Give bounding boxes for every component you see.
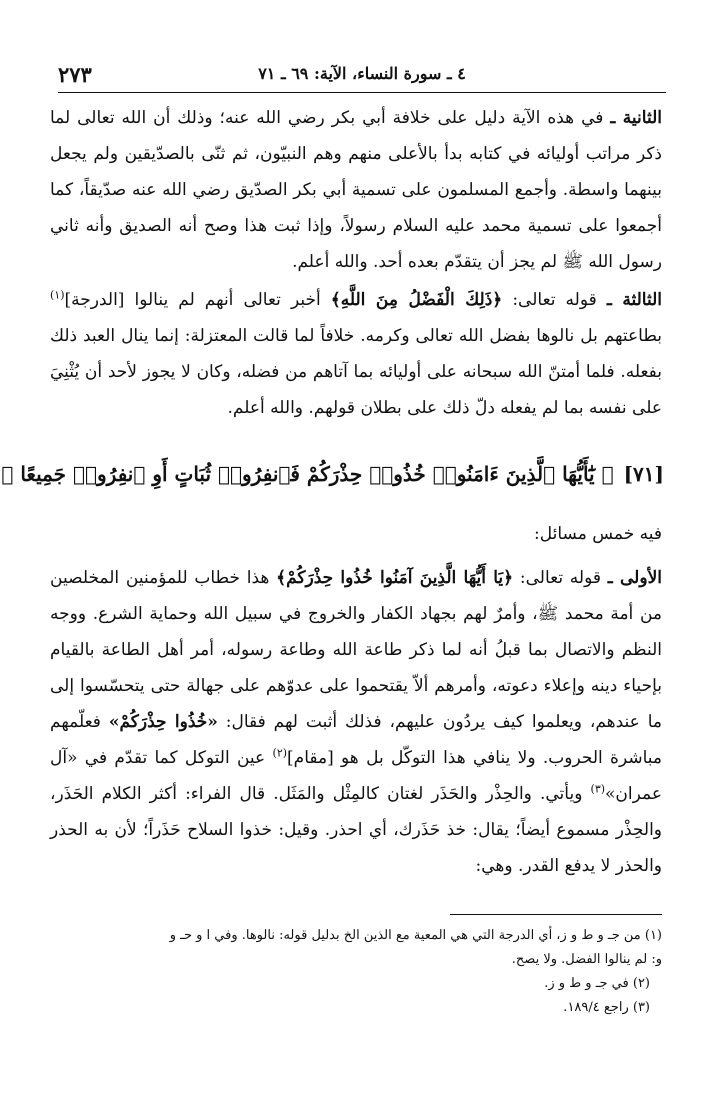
- footnote: (٣) راجع ١٨٩/٤.: [563, 1000, 650, 1015]
- paragraph-first-issue: [50, 560, 662, 884]
- paragraph-text: أخبر تعالى أنهم لم ينالوا [الدرجة]: [64, 290, 331, 310]
- quran-quote: «خُذُوا حِذْرَكُمْ»: [108, 712, 218, 732]
- paragraph-text: بطاعتهم بل نالوها بفضل الله تعالى وكرمه. خلافاً لما قالت المعتزلة: إنما ينال العبد ذلك بفعله. فلما أمتنّ الله سبحانه على أوليائه بما آتاهم من فضله، وكان لا يجوز لأحد أن يُثْنِيَ على نفسه بما لم يفعله دلّ ذلك على بطلان قولهم. والله أعلم.: [50, 326, 662, 418]
- page-header: [58, 60, 666, 93]
- footnote-ref: (١): [50, 288, 65, 302]
- paragraph-third-issue: [50, 282, 662, 426]
- footnote: (٢) في جـ و ط و ز.: [544, 976, 650, 991]
- issue-heading: الثالثة ـ: [606, 290, 662, 310]
- footnotes: [50, 924, 662, 1020]
- verse-line: [1, 462, 664, 502]
- issue-heading: الثانية ـ: [610, 108, 662, 128]
- paragraph-text: عين التوكل كما تقدّم في «آل عمران»: [50, 748, 662, 804]
- paragraph-intro: [50, 516, 662, 552]
- footnote-ref: (٣): [590, 782, 606, 796]
- paragraph-text: فيه خمس مسائل:: [534, 524, 662, 544]
- footnote-divider: [450, 914, 662, 915]
- verse-number: [٧١]: [623, 462, 664, 486]
- paragraph-text: هذا خطاب للمؤمنين المخلصين من أمة محمد ﷺ، وأمرٌ لهم بجهاد الكفار والخروج في سبيل الله وحماية الشرع. ووجه النظم والاتصال بما قبلُ أنه لما ذكر طاعة الله وطاعة رسوله، أمر أهل الطاعة بالقيام بإحياء دينه وإعلاء دعوته، وأمرهم ألاّ يقتحموا على عدوّهم على جهالة حتى يتحسّسوا إلى ما عندهم، ويعلموا كيف يردُون عليهم، فذلك أثبت لهم فقال:: [50, 568, 662, 732]
- paragraph-text: قوله تعالى:: [513, 568, 608, 588]
- page-number: ٢٧٣: [58, 62, 92, 87]
- verse-text: ﴿ يَٰٓأَيُّهَا ٱلَّذِينَ ءَامَنُوا۟ خُذُوا۟ حِذْرَكُمْ فَٱنفِرُوا۟ ثُبَاتٍ أَوِ ٱنفِرُوا۟ جَمِيعًا ﴿: [1, 462, 614, 486]
- issue-heading: الأولى ـ: [607, 568, 662, 588]
- paragraph-text: قوله تعالى:: [502, 290, 607, 310]
- paragraph-second-issue: [50, 100, 662, 280]
- running-title: ٤ ـ سورة النساء، الآية: ٦٩ ـ ٧١: [258, 64, 466, 83]
- footnote-ref: (٢): [272, 746, 288, 760]
- footnote: و: لم ينالوا الفضل. ولا يصح.: [511, 952, 662, 967]
- footnote: (١) من جـ و ط و ز، أي الدرجة التي هي المعية مع الذين الخ بدليل قوله: نالوها. وفي ا و حـ و: [169, 928, 662, 943]
- quran-quote: ﴿يَا أَيُّهَا الَّذِينَ آمَنُوا خُذُوا حِذْرَكُمْ﴾: [276, 568, 514, 588]
- quran-quote: ﴿ذَلِكَ الْفَضْلُ مِنَ اللَّهِ﴾: [330, 290, 503, 310]
- paragraph-text: ويأتي. والحِذْر والحَذَر لغتان كالمِثْل والمَثَل. قال الفراء: أكثر الكلام الحَذَر، والحِذْر مسموع أيضاً؛ يقال: خذ حَذَرك، أي احذر. وقيل: خذوا السلاح حَذَراً؛ لأن به الحذر والحذر لا يدفع القدر. وهي:: [50, 784, 662, 876]
- paragraph-text: في هذه الآية دليل على خلافة أبي بكر رضي الله عنه؛ وذلك أن الله تعالى لما ذكر مراتب أوليائه في كتابه بدأ بالأعلى منهم وهم النبيّون، ثم ثنّى بالصدّيقين ولم يجعل بينهما واسطة. وأجمع المسلمون على تسمية أبي بكر الصدّيق رضي الله عنه صدّيقاً، كما أجمعوا على تسمية محمد عليه السلام رسولاً، وإذا ثبت هذا وصح أنه الصديق وأنه ثاني رسول الله ﷺ لم يجز أن يتقدّم بعده أحد. والله أعلم.: [50, 108, 662, 272]
- paragraph-text: فعلّمهم مباشرة الحروب. ولا ينافي هذا التوكّل بل هو [مقام]: [50, 712, 662, 768]
